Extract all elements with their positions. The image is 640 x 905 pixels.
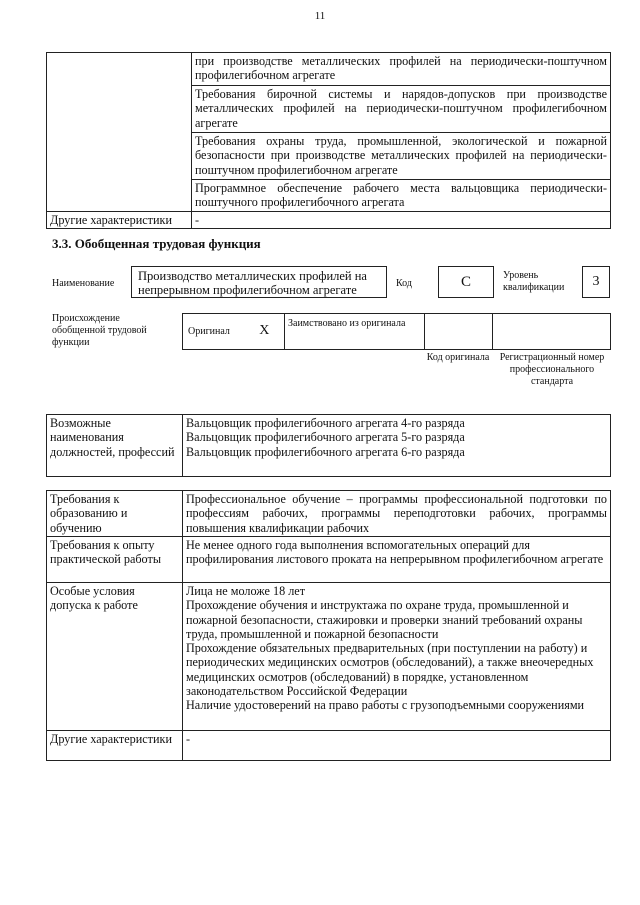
code-caption: Код оригинала [426,352,490,363]
table-row [47,53,611,86]
table-cell-left [47,133,192,180]
borrowed-label: Заимствовано из оригинала [285,314,425,350]
table-row [183,314,611,350]
original-label: Оригинал [183,314,245,350]
function-name-box [131,266,387,298]
function-name-value: Производство металлических профилей на непрерывном профилегибочном агрегате [138,269,367,297]
education-label: Требования к образованию и обучению [47,491,183,537]
table-cell-left [47,53,192,86]
table-cell-right: Требования охраны труда, промышленной, экологической и пожарной безопасности при производстве металлических профилей на периодически-поштучном профилегибочном агрегате [192,133,611,180]
table-row [47,731,611,761]
admission-item: Лица не моложе 18 лет [186,584,306,598]
table-cell-right: при производстве металлических профилей на периодически-поштучном профилегибочном агрегате [192,53,611,86]
admission-item: Наличие удостоверений на право работы с грузоподъемными сооружениями [186,698,585,713]
table-cell-left: Другие характеристики [47,212,192,229]
table-row [47,583,611,731]
admission-item: Прохождение обучения и инструктажа по охране труда, промышленной и пожарной безопасности, стажировки и проверки знаний требований охраны труда, промышленной и пожарной безопасности [186,598,583,641]
original-mark: X [245,314,285,350]
positions-table [46,414,611,477]
position-item: Вальцовщик профилегибочного агрегата 5-го разряда [186,430,465,445]
experience-value: Не менее одного года выполнения вспомогательных операций для профилирования листового проката на непрерывном профилегибочном агрегате [183,537,611,583]
table-row [47,133,611,180]
table-cell-right: - [192,212,611,229]
table-row [47,86,611,133]
level-value-box [582,266,610,298]
table-row [47,537,611,583]
origin-label: Происхождение обобщенной трудовой функции [52,313,147,348]
table-cell-left [47,180,192,212]
table-row [47,491,611,537]
admission-item: Прохождение обязательных предварительных (при поступлении на работу) и периодических медицинских осмотров (обследований), а также внеочередных медицинских осмотров (обследований) в порядке, установленном законодательством Российской Федерации [186,641,594,699]
table-row [47,212,611,229]
education-value: Профессиональное обучение – программы профессиональной подготовки по профессиям рабочих, программы переподготовки рабочих, программы повышения квалификации рабочих [183,491,611,537]
positions-label: Возможные наименования должностей, профессий [47,415,183,477]
reg-caption: Регистрационный номер профессионального стандарта [499,352,605,387]
admission-label: Особые условия допуска к работе [47,583,183,731]
position-item: Вальцовщик профилегибочного агрегата 4-го разряда [186,416,465,430]
table-row [47,415,611,477]
origin-reg-cell [493,314,611,350]
table-cell-left [47,86,192,133]
code-value: C [460,274,471,290]
position-item: Вальцовщик профилегибочного агрегата 6-го разряда [186,444,465,459]
table-row [47,180,611,212]
code-label: Код [396,278,412,289]
level-value: 3 [592,274,600,289]
top-continuation-table [46,52,611,229]
origin-code-cell [425,314,493,350]
origin-table [182,313,611,350]
code-value-box [438,266,494,298]
requirements-table [46,490,611,761]
section-heading: 3.3. Обобщенная трудовая функция [52,236,261,251]
experience-label: Требования к опыту практической работы [47,537,183,583]
page-number: 11 [314,10,326,22]
other-label: Другие характеристики [47,731,183,761]
admission-values [183,583,611,731]
table-cell-right: Требования бирочной системы и нарядов-допусков при производстве металлических профилей на периодически-поштучном профилегибочном агрегате [192,86,611,133]
other-value: - [183,731,611,761]
name-label: Наименование [52,278,115,289]
table-cell-right: Программное обеспечение рабочего места вальцовщика периодически-поштучного профилегибочного агрегата [192,180,611,212]
positions-values [183,415,611,477]
level-label: Уровень квалификации [503,270,565,293]
